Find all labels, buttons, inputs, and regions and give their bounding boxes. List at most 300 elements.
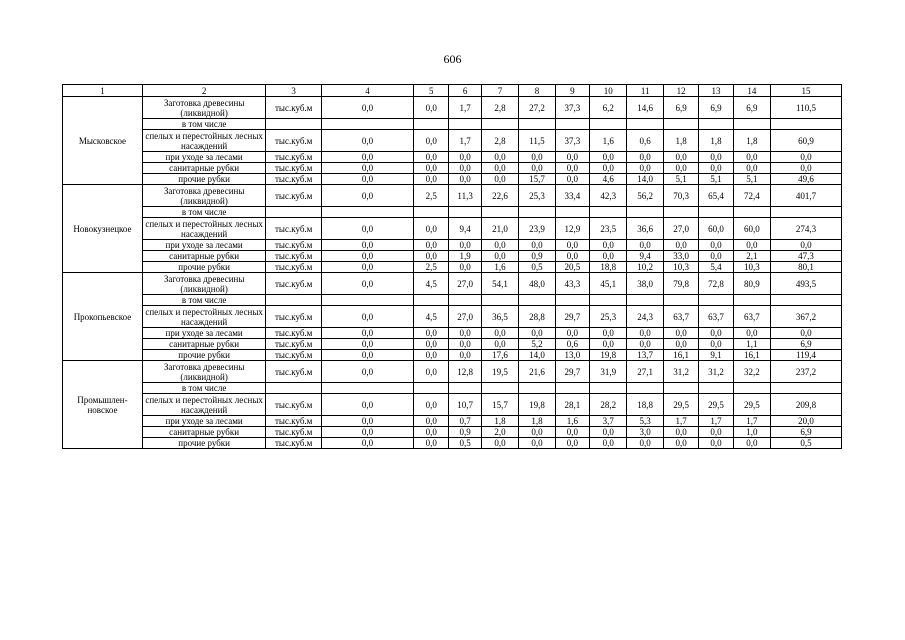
value-cell: 0,0: [663, 438, 698, 449]
value-cell: 63,7: [699, 306, 733, 328]
table-row: [63, 438, 842, 449]
value-cell: [519, 207, 555, 218]
value-cell: 27,2: [519, 97, 555, 119]
value-cell: 0,0: [321, 306, 413, 328]
value-cell: 0,5: [449, 438, 481, 449]
table-row: [63, 328, 842, 339]
total-value-cell: 274,3: [771, 218, 842, 240]
indicator-name: спелых и перестойных лесных насаждений: [142, 394, 265, 416]
unit-cell: тыс.куб.м: [266, 97, 322, 119]
unit-cell: [266, 119, 322, 130]
value-cell: 25,3: [519, 185, 555, 207]
value-cell: 18,8: [590, 262, 627, 273]
forestry-district-name: Мысковское: [63, 97, 143, 185]
value-cell: 0,0: [663, 339, 698, 350]
value-cell: 0,9: [519, 251, 555, 262]
value-cell: 29,5: [699, 394, 733, 416]
total-value-cell: 237,2: [771, 361, 842, 383]
value-cell: 0,0: [733, 240, 770, 251]
value-cell: 9,4: [449, 218, 481, 240]
value-cell: 2,1: [733, 251, 770, 262]
value-cell: [449, 383, 481, 394]
value-cell: [414, 207, 449, 218]
value-cell: 0,0: [449, 174, 481, 185]
total-value-cell: 119,4: [771, 350, 842, 361]
indicator-name: прочие рубки: [142, 262, 265, 273]
value-cell: 0,0: [590, 251, 627, 262]
value-cell: 0,0: [414, 152, 449, 163]
value-cell: 0,0: [481, 251, 518, 262]
value-cell: [449, 119, 481, 130]
value-cell: [555, 383, 589, 394]
value-cell: 0,0: [555, 438, 589, 449]
value-cell: 1,7: [733, 416, 770, 427]
value-cell: [481, 383, 518, 394]
indicator-name: в том числе: [142, 119, 265, 130]
value-cell: 27,0: [449, 306, 481, 328]
indicator-name: при уходе за лесами: [142, 240, 265, 251]
value-cell: 0,0: [663, 152, 698, 163]
value-cell: 6,2: [590, 97, 627, 119]
value-cell: 3,0: [627, 427, 663, 438]
value-cell: 0,7: [449, 416, 481, 427]
value-cell: 0,0: [519, 328, 555, 339]
value-cell: [321, 383, 413, 394]
table-row: [63, 152, 842, 163]
value-cell: [555, 295, 589, 306]
indicator-name: прочие рубки: [142, 174, 265, 185]
value-cell: 10,3: [663, 262, 698, 273]
table-row: [63, 361, 842, 383]
value-cell: 0,0: [321, 361, 413, 383]
unit-cell: [266, 383, 322, 394]
value-cell: 1,8: [699, 130, 733, 152]
total-value-cell: 493,5: [771, 273, 842, 295]
value-cell: 38,0: [627, 273, 663, 295]
total-value-cell: 401,7: [771, 185, 842, 207]
column-number-header: 10: [590, 85, 627, 97]
value-cell: [414, 119, 449, 130]
total-value-cell: 367,2: [771, 306, 842, 328]
table-row: [63, 251, 842, 262]
value-cell: 31,9: [590, 361, 627, 383]
value-cell: 29,5: [733, 394, 770, 416]
value-cell: 0,0: [414, 394, 449, 416]
value-cell: 0,6: [627, 130, 663, 152]
value-cell: 1,8: [733, 130, 770, 152]
unit-cell: тыс.куб.м: [266, 185, 322, 207]
value-cell: [733, 207, 770, 218]
unit-cell: тыс.куб.м: [266, 273, 322, 295]
unit-cell: [266, 207, 322, 218]
value-cell: 0,0: [555, 427, 589, 438]
value-cell: 6,9: [663, 97, 698, 119]
value-cell: 0,0: [481, 240, 518, 251]
total-value-cell: 0,0: [771, 328, 842, 339]
value-cell: 0,0: [733, 152, 770, 163]
value-cell: 0,0: [449, 328, 481, 339]
value-cell: 45,1: [590, 273, 627, 295]
column-number-header: 7: [481, 85, 518, 97]
column-number-header: 2: [142, 85, 265, 97]
unit-cell: тыс.куб.м: [266, 262, 322, 273]
value-cell: [414, 383, 449, 394]
total-value-cell: [771, 119, 842, 130]
value-cell: [699, 119, 733, 130]
total-value-cell: 60,9: [771, 130, 842, 152]
column-number-header: 12: [663, 85, 698, 97]
value-cell: 0,0: [590, 240, 627, 251]
value-cell: [519, 383, 555, 394]
value-cell: 28,2: [590, 394, 627, 416]
value-cell: 0,0: [321, 152, 413, 163]
value-cell: 43,3: [555, 273, 589, 295]
value-cell: 0,0: [321, 328, 413, 339]
value-cell: 0,0: [481, 328, 518, 339]
value-cell: 4,6: [590, 174, 627, 185]
forestry-district-name: Прокопьевское: [63, 273, 143, 361]
value-cell: 2,0: [481, 427, 518, 438]
value-cell: 0,0: [321, 350, 413, 361]
value-cell: 48,0: [519, 273, 555, 295]
value-cell: 0,0: [555, 328, 589, 339]
value-cell: 0,0: [699, 152, 733, 163]
table-row: [63, 97, 842, 119]
table-row: [63, 350, 842, 361]
column-number-header: 14: [733, 85, 770, 97]
value-cell: 12,8: [449, 361, 481, 383]
value-cell: 0,0: [733, 163, 770, 174]
value-cell: [449, 295, 481, 306]
value-cell: [699, 207, 733, 218]
forest-harvest-table: [62, 84, 842, 449]
value-cell: 19,8: [590, 350, 627, 361]
total-value-cell: 80,1: [771, 262, 842, 273]
value-cell: 6,9: [699, 97, 733, 119]
value-cell: 25,3: [590, 306, 627, 328]
value-cell: 29,7: [555, 361, 589, 383]
value-cell: 0,0: [699, 339, 733, 350]
value-cell: 0,0: [555, 152, 589, 163]
value-cell: [590, 295, 627, 306]
value-cell: 0,0: [663, 240, 698, 251]
value-cell: [733, 383, 770, 394]
value-cell: 0,0: [627, 152, 663, 163]
value-cell: 0,0: [449, 339, 481, 350]
table-row: [63, 240, 842, 251]
value-cell: 15,7: [519, 174, 555, 185]
value-cell: 27,0: [663, 218, 698, 240]
value-cell: 10,3: [733, 262, 770, 273]
value-cell: 24,3: [627, 306, 663, 328]
value-cell: 13,7: [627, 350, 663, 361]
value-cell: 0,0: [481, 174, 518, 185]
value-cell: 16,1: [733, 350, 770, 361]
value-cell: 27,1: [627, 361, 663, 383]
value-cell: [555, 207, 589, 218]
value-cell: 0,0: [699, 240, 733, 251]
value-cell: [449, 207, 481, 218]
value-cell: 0,0: [519, 163, 555, 174]
total-value-cell: 0,0: [771, 152, 842, 163]
indicator-name: санитарные рубки: [142, 427, 265, 438]
page-number: 606: [443, 52, 462, 66]
value-cell: 19,5: [481, 361, 518, 383]
unit-cell: тыс.куб.м: [266, 427, 322, 438]
value-cell: 60,0: [699, 218, 733, 240]
value-cell: 0,0: [414, 438, 449, 449]
unit-cell: тыс.куб.м: [266, 306, 322, 328]
value-cell: 0,0: [627, 339, 663, 350]
indicator-name: прочие рубки: [142, 438, 265, 449]
value-cell: 31,2: [699, 361, 733, 383]
unit-cell: тыс.куб.м: [266, 394, 322, 416]
table-row: [63, 174, 842, 185]
value-cell: 1,6: [590, 130, 627, 152]
value-cell: 0,0: [590, 328, 627, 339]
value-cell: 0,0: [414, 339, 449, 350]
table-row: [63, 207, 842, 218]
value-cell: 0,0: [414, 350, 449, 361]
value-cell: 0,0: [414, 427, 449, 438]
value-cell: 0,0: [627, 438, 663, 449]
value-cell: [590, 207, 627, 218]
value-cell: 18,8: [627, 394, 663, 416]
value-cell: 0,0: [519, 240, 555, 251]
value-cell: 5,1: [699, 174, 733, 185]
value-cell: 56,2: [627, 185, 663, 207]
value-cell: 33,4: [555, 185, 589, 207]
value-cell: 1,7: [663, 416, 698, 427]
indicator-name: в том числе: [142, 295, 265, 306]
value-cell: 2,8: [481, 97, 518, 119]
value-cell: 6,9: [733, 97, 770, 119]
value-cell: 0,0: [321, 427, 413, 438]
value-cell: 0,0: [414, 174, 449, 185]
indicator-name: санитарные рубки: [142, 339, 265, 350]
value-cell: 12,9: [555, 218, 589, 240]
table-row: [63, 130, 842, 152]
value-cell: 3,7: [590, 416, 627, 427]
value-cell: [663, 119, 698, 130]
value-cell: 42,3: [590, 185, 627, 207]
value-cell: 9,1: [699, 350, 733, 361]
value-cell: 29,5: [663, 394, 698, 416]
unit-cell: тыс.куб.м: [266, 163, 322, 174]
indicator-name: Заготовка древесины (ликвидной): [142, 361, 265, 383]
total-value-cell: 47,3: [771, 251, 842, 262]
total-value-cell: 209,8: [771, 394, 842, 416]
value-cell: 0,0: [663, 427, 698, 438]
value-cell: 0,0: [590, 438, 627, 449]
table-row: [63, 218, 842, 240]
value-cell: 72,8: [699, 273, 733, 295]
value-cell: 10,2: [627, 262, 663, 273]
value-cell: 0,0: [414, 163, 449, 174]
unit-cell: тыс.куб.м: [266, 218, 322, 240]
value-cell: 0,0: [555, 163, 589, 174]
value-cell: 21,6: [519, 361, 555, 383]
value-cell: 0,0: [699, 163, 733, 174]
value-cell: 0,0: [555, 174, 589, 185]
value-cell: [555, 119, 589, 130]
value-cell: 1,6: [481, 262, 518, 273]
indicator-name: в том числе: [142, 207, 265, 218]
value-cell: 0,0: [321, 416, 413, 427]
value-cell: [627, 207, 663, 218]
indicator-name: санитарные рубки: [142, 251, 265, 262]
table-row: [63, 262, 842, 273]
value-cell: 0,0: [481, 152, 518, 163]
unit-cell: тыс.куб.м: [266, 438, 322, 449]
value-cell: 0,0: [414, 240, 449, 251]
value-cell: 4,5: [414, 273, 449, 295]
value-cell: 0,0: [519, 152, 555, 163]
value-cell: 9,4: [627, 251, 663, 262]
value-cell: [321, 295, 413, 306]
column-number-header: 9: [555, 85, 589, 97]
value-cell: 0,0: [414, 251, 449, 262]
value-cell: 0,9: [449, 427, 481, 438]
value-cell: 37,3: [555, 130, 589, 152]
value-cell: [733, 119, 770, 130]
total-value-cell: [771, 383, 842, 394]
value-cell: 2,5: [414, 185, 449, 207]
column-number-header: 8: [519, 85, 555, 97]
value-cell: 0,0: [414, 97, 449, 119]
unit-cell: тыс.куб.м: [266, 251, 322, 262]
value-cell: 0,0: [321, 174, 413, 185]
value-cell: 2,8: [481, 130, 518, 152]
value-cell: 0,0: [321, 218, 413, 240]
value-cell: 5,1: [733, 174, 770, 185]
table-row: [63, 394, 842, 416]
value-cell: 33,0: [663, 251, 698, 262]
value-cell: 63,7: [733, 306, 770, 328]
unit-cell: тыс.куб.м: [266, 152, 322, 163]
value-cell: 0,0: [590, 339, 627, 350]
value-cell: 0,0: [449, 350, 481, 361]
value-cell: 22,6: [481, 185, 518, 207]
value-cell: [627, 295, 663, 306]
value-cell: 0,0: [481, 163, 518, 174]
value-cell: [663, 207, 698, 218]
value-cell: [590, 119, 627, 130]
value-cell: 29,7: [555, 306, 589, 328]
value-cell: 54,1: [481, 273, 518, 295]
value-cell: 1,6: [555, 416, 589, 427]
value-cell: [414, 295, 449, 306]
indicator-name: Заготовка древесины (ликвидной): [142, 273, 265, 295]
value-cell: 0,0: [414, 130, 449, 152]
value-cell: 23,9: [519, 218, 555, 240]
value-cell: 2,5: [414, 262, 449, 273]
value-cell: 5,1: [663, 174, 698, 185]
value-cell: 0,0: [321, 339, 413, 350]
value-cell: 0,0: [663, 328, 698, 339]
value-cell: 0,0: [449, 240, 481, 251]
value-cell: 5,3: [627, 416, 663, 427]
value-cell: 0,0: [519, 427, 555, 438]
indicator-name: спелых и перестойных лесных насаждений: [142, 306, 265, 328]
value-cell: 0,0: [321, 438, 413, 449]
value-cell: [519, 119, 555, 130]
column-number-header: 15: [771, 85, 842, 97]
value-cell: 13,0: [555, 350, 589, 361]
value-cell: [481, 207, 518, 218]
value-cell: 72,4: [733, 185, 770, 207]
value-cell: 0,0: [321, 240, 413, 251]
value-cell: 1,1: [733, 339, 770, 350]
value-cell: 28,8: [519, 306, 555, 328]
total-value-cell: 49,6: [771, 174, 842, 185]
value-cell: [321, 119, 413, 130]
value-cell: 0,0: [449, 262, 481, 273]
value-cell: 0,0: [627, 163, 663, 174]
value-cell: 0,0: [321, 273, 413, 295]
value-cell: 0,0: [519, 438, 555, 449]
value-cell: 0,0: [481, 438, 518, 449]
value-cell: 5,2: [519, 339, 555, 350]
value-cell: 0,0: [733, 438, 770, 449]
value-cell: 0,0: [321, 163, 413, 174]
value-cell: 65,4: [699, 185, 733, 207]
value-cell: [321, 207, 413, 218]
indicator-name: при уходе за лесами: [142, 328, 265, 339]
column-number-header: 13: [699, 85, 733, 97]
total-value-cell: [771, 207, 842, 218]
value-cell: 79,8: [663, 273, 698, 295]
value-cell: [627, 119, 663, 130]
value-cell: 11,5: [519, 130, 555, 152]
value-cell: 0,0: [481, 339, 518, 350]
value-cell: 0,0: [627, 240, 663, 251]
value-cell: [481, 295, 518, 306]
table-row: [63, 306, 842, 328]
value-cell: 37,3: [555, 97, 589, 119]
total-value-cell: 6,9: [771, 339, 842, 350]
value-cell: 0,0: [321, 262, 413, 273]
value-cell: 0,0: [449, 152, 481, 163]
unit-cell: тыс.куб.м: [266, 361, 322, 383]
total-value-cell: 110,5: [771, 97, 842, 119]
indicator-name: при уходе за лесами: [142, 416, 265, 427]
value-cell: 80,9: [733, 273, 770, 295]
value-cell: 0,0: [321, 185, 413, 207]
column-number-header: 11: [627, 85, 663, 97]
unit-cell: тыс.куб.м: [266, 350, 322, 361]
total-value-cell: 20,0: [771, 416, 842, 427]
value-cell: 0,0: [321, 97, 413, 119]
column-number-header: 6: [449, 85, 481, 97]
forestry-district-name: Новокузнецкое: [63, 185, 143, 273]
value-cell: 0,0: [414, 218, 449, 240]
value-cell: 0,0: [590, 427, 627, 438]
value-cell: 0,0: [590, 152, 627, 163]
value-cell: 19,8: [519, 394, 555, 416]
value-cell: 0,0: [699, 438, 733, 449]
value-cell: 0,0: [414, 361, 449, 383]
table-row: [63, 339, 842, 350]
value-cell: 4,5: [414, 306, 449, 328]
indicator-name: Заготовка древесины (ликвидной): [142, 97, 265, 119]
value-cell: 0,0: [321, 251, 413, 262]
value-cell: [519, 295, 555, 306]
unit-cell: [266, 295, 322, 306]
value-cell: 11,3: [449, 185, 481, 207]
value-cell: [663, 383, 698, 394]
table-row: [63, 273, 842, 295]
